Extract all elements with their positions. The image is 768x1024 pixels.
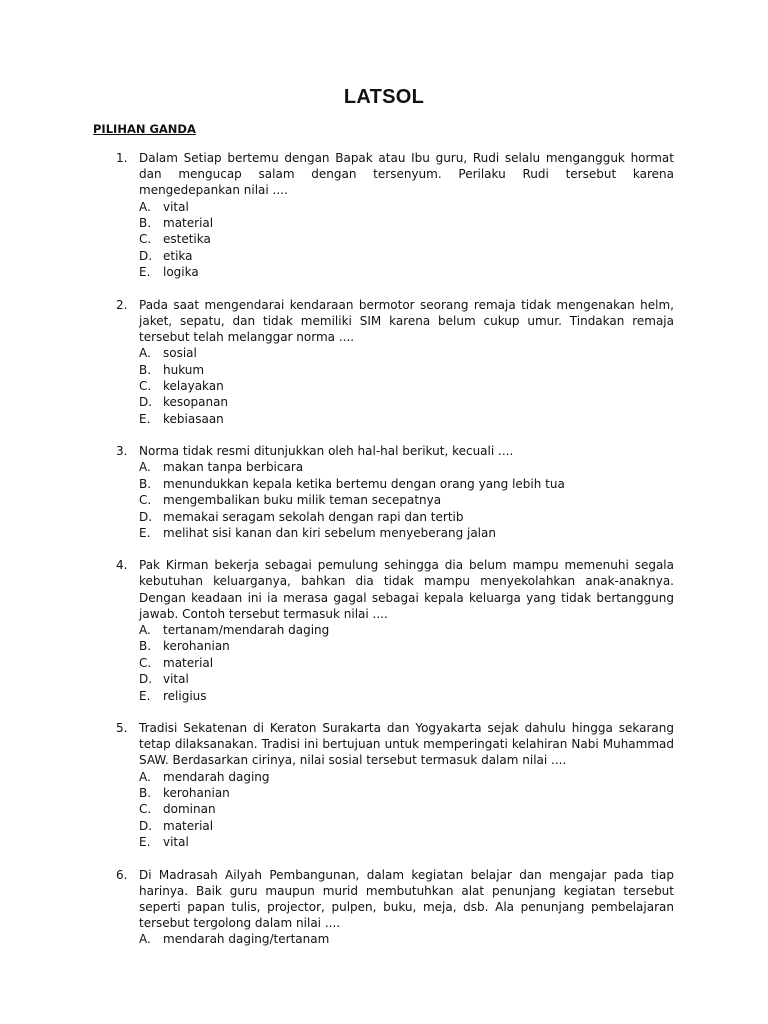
option-letter: A.	[139, 932, 151, 947]
question-number: 2.	[116, 297, 128, 312]
option-list	[0, 345, 768, 427]
question-item	[0, 297, 768, 428]
question-text: Pak Kirman bekerja sebagai pemulung sehingga dia belum mampu memenuhi segala kebutuhan keluarganya, bahkan dia tidak mampu menyekolahkan anak-anaknya. Dengan keadaan ini ia merasa gagal sebagai kepala keluarga yang tidak bertanggung jawab. Contoh tersebut termasuk nilai ....	[139, 558, 674, 621]
option-list	[0, 769, 768, 851]
answer-option	[0, 215, 768, 231]
option-letter: B.	[139, 639, 152, 654]
answer-option	[0, 362, 768, 378]
question-item	[0, 867, 768, 948]
answer-option	[0, 622, 768, 638]
question-text: Norma tidak resmi ditunjukkan oleh hal-hal berikut, kecuali ....	[139, 444, 514, 459]
answer-option	[0, 492, 768, 508]
answer-option	[0, 688, 768, 704]
option-letter: C.	[139, 493, 152, 508]
option-letter: C.	[139, 378, 152, 393]
option-letter: A.	[139, 623, 151, 638]
option-letter: E.	[139, 265, 151, 280]
option-text: material	[163, 216, 214, 230]
option-letter: C.	[139, 655, 152, 670]
question-item	[0, 150, 768, 281]
question-number: 5.	[116, 721, 128, 736]
option-letter: B.	[139, 216, 152, 230]
question-item	[0, 720, 768, 851]
answer-option	[0, 834, 768, 850]
answer-option	[0, 231, 768, 247]
answer-option	[0, 345, 768, 361]
option-letter: A.	[139, 769, 151, 784]
option-letter: D.	[139, 672, 153, 687]
option-text: mendarah daging/tertanam	[163, 932, 330, 947]
question-text: Tradisi Sekatenan di Keraton Surakarta dan Yogyakarta sejak dahulu hingga sekarang tetap dilaksanakan. Tradisi ini bertujuan untuk memperingati kelahiran Nabi Muhammad SAW. Berdasarkan cirinya, nilai sosial tersebut termasuk dalam nilai ....	[139, 721, 674, 768]
question-number: 1.	[116, 151, 128, 165]
option-text: makan tanpa berbicara	[163, 460, 304, 475]
question-text: Dalam Setiap bertemu dengan Bapak atau Ibu guru, Rudi selalu mengangguk hormat dan mengucap salam dengan tersenyum. Perilaku Rudi tersebut karena mengedepankan nilai ....	[139, 151, 674, 198]
answer-option	[0, 476, 768, 492]
option-text: menundukkan kepala ketika bertemu dengan orang yang lebih tua	[163, 476, 565, 491]
answer-option	[0, 655, 768, 671]
question-number: 4.	[116, 558, 128, 573]
option-letter: B.	[139, 786, 152, 801]
option-text: logika	[163, 265, 199, 280]
option-text: material	[163, 818, 214, 833]
option-text: sosial	[163, 346, 197, 361]
answer-option	[0, 525, 768, 541]
answer-option	[0, 509, 768, 525]
option-text: estetika	[163, 232, 211, 247]
option-text: dominan	[163, 802, 216, 817]
option-letter: E.	[139, 688, 151, 703]
option-text: religius	[163, 688, 207, 703]
answer-option	[0, 671, 768, 687]
option-text: hukum	[163, 362, 205, 377]
option-letter: C.	[139, 802, 152, 817]
option-text: mendarah daging	[163, 769, 270, 784]
answer-option	[0, 378, 768, 394]
option-text: vital	[163, 835, 189, 850]
option-letter: B.	[139, 362, 152, 377]
option-text: memakai seragam sekolah dengan rapi dan tertib	[163, 509, 464, 524]
option-letter: A.	[139, 346, 151, 361]
answer-option	[0, 769, 768, 785]
answer-option	[0, 394, 768, 410]
option-text: kelayakan	[163, 378, 224, 393]
option-letter: C.	[139, 232, 152, 247]
question-number: 3.	[116, 444, 128, 459]
question-item	[0, 557, 768, 704]
option-letter: D.	[139, 509, 153, 524]
answer-option	[0, 411, 768, 427]
answer-option	[0, 801, 768, 817]
answer-option	[0, 459, 768, 475]
answer-option	[0, 199, 768, 215]
answer-option	[0, 785, 768, 801]
option-letter: B.	[139, 476, 152, 491]
option-text: tertanam/mendarah daging	[163, 623, 330, 638]
option-text: kerohanian	[163, 786, 230, 801]
answer-option	[0, 264, 768, 280]
option-letter: A.	[139, 199, 151, 214]
answer-option	[0, 931, 768, 947]
option-letter: E.	[139, 835, 151, 850]
question-text: Pada saat mengendarai kendaraan bermotor seorang remaja tidak mengenakan helm, jaket, sepatu, dan tidak memiliki SIM karena belum cukup umur. Tindakan remaja tersebut telah melanggar norma ....	[139, 297, 674, 344]
answer-option	[0, 248, 768, 264]
option-text: vital	[163, 199, 189, 214]
option-letter: E.	[139, 525, 151, 540]
answer-option	[0, 818, 768, 834]
option-list	[0, 931, 768, 947]
option-text: melihat sisi kanan dan kiri sebelum menyeberang jalan	[163, 525, 496, 540]
question-list	[0, 150, 768, 964]
question-item	[0, 443, 768, 541]
option-letter: D.	[139, 248, 153, 263]
option-text: etika	[163, 248, 193, 263]
answer-option	[0, 638, 768, 654]
option-letter: A.	[139, 460, 151, 475]
option-text: vital	[163, 672, 189, 687]
option-letter: D.	[139, 395, 153, 410]
section-heading: PILIHAN GANDA	[93, 122, 196, 136]
option-text: kesopanan	[163, 395, 229, 410]
option-letter: E.	[139, 411, 151, 426]
question-text: Di Madrasah Ailyah Pembangunan, dalam kegiatan belajar dan mengajar pada tiap harinya. Baik guru maupun murid membutuhkan alat penunjang kegiatan tersebut seperti papan tulis, projector, pulpen, buku, meja, dsb. Ala penunjang pembelajaran tersebut tergolong dalam nilai ....	[139, 867, 674, 931]
option-list	[0, 622, 768, 704]
option-text: mengembalikan buku milik teman secepatnya	[163, 493, 442, 508]
option-text: material	[163, 655, 214, 670]
option-text: kebiasaan	[163, 411, 224, 426]
document-title: LATSOL	[343, 86, 425, 108]
question-number: 6.	[116, 867, 128, 882]
option-letter: D.	[139, 818, 153, 833]
option-text: kerohanian	[163, 639, 230, 654]
option-list	[0, 459, 768, 541]
option-list	[0, 199, 768, 281]
